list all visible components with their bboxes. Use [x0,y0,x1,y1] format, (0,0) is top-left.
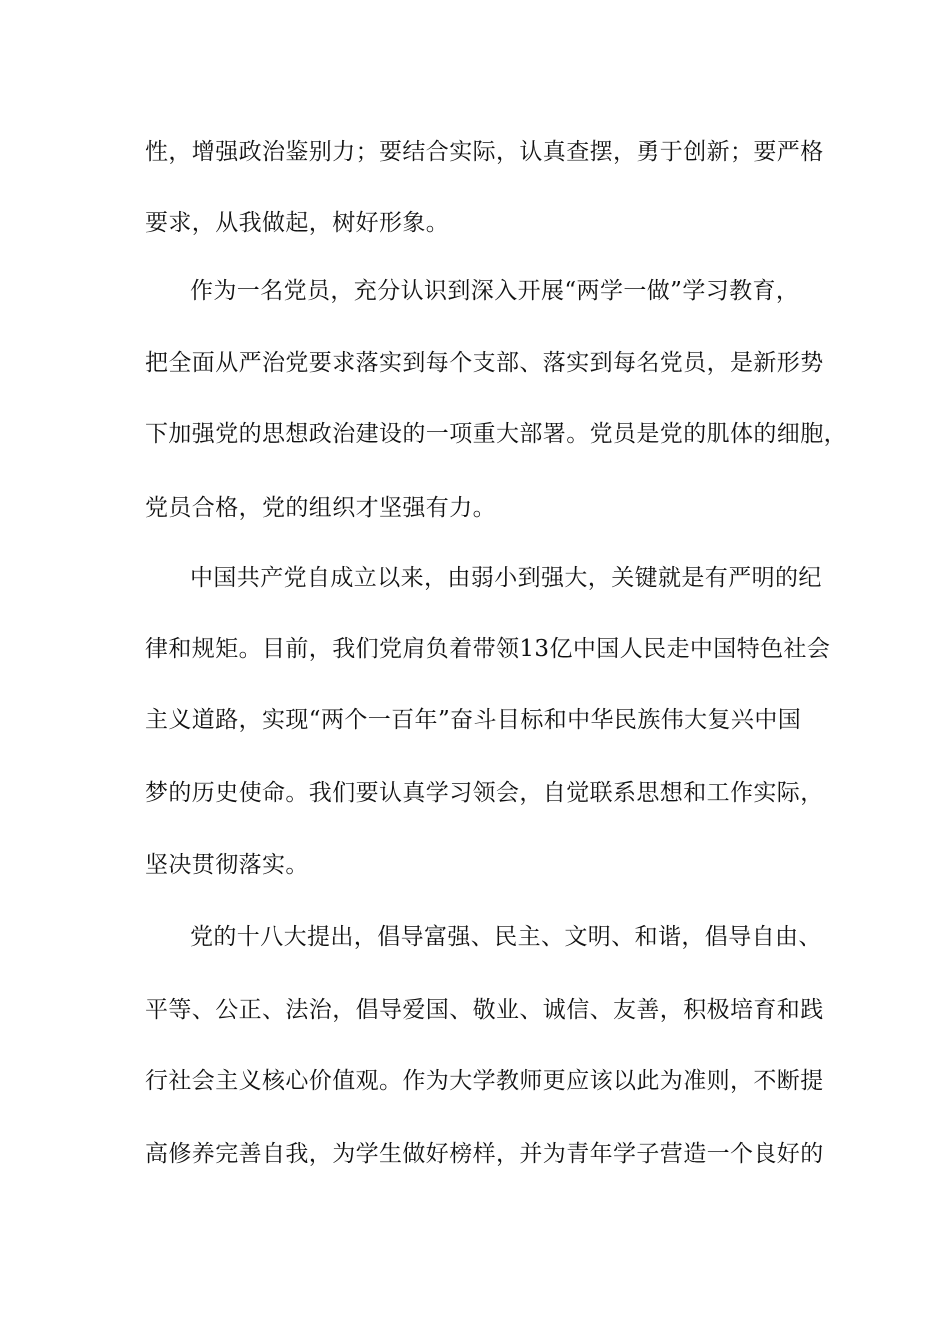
paragraph-start-line: 中国共产党自成立以来，由弱小到强大，关键就是有严明的纪 [190,565,822,591]
text-line: 把全面从严治党要求落实到每个支部、落实到每名党员，是新形势 [145,350,824,376]
text-line: 要求，从我做起，树好形象。 [145,210,450,236]
text-line: 下加强党的思想政治建设的一项重大部署。党员是党的肌体的细胞， [145,421,847,447]
text-line: 主义道路，实现“两个一百年”奋斗目标和中华民族伟大复兴中国 [145,707,802,733]
text-line: 坚决贯彻落实。 [145,852,309,878]
text-line: 行社会主义核心价值观。作为大学教师更应该以此为准则，不断提 [145,1068,824,1094]
paragraph-start-line: 作为一名党员，充分认识到深入开展“两学一做”学习教育， [190,278,800,304]
text-line: 性，增强政治鉴别力；要结合实际，认真查摆，勇于创新；要严格 [145,139,824,165]
paragraph-start-line: 党的十八大提出，倡导富强、民主、文明、和谐，倡导自由、 [190,924,822,950]
text-line: 高修养完善自我，为学生做好榜样，并为青年学子营造一个良好的 [145,1141,824,1167]
text-line: 平等、公正、法治，倡导爱国、敬业、诚信、友善，积极培育和践 [145,997,824,1023]
text-line: 党员合格，党的组织才坚强有力。 [145,495,496,521]
text-line: 梦的历史使命。我们要认真学习领会，自觉联系思想和工作实际， [145,780,824,806]
text-line: 律和规矩。目前，我们党肩负着带领13亿中国人民走中国特色社会 [145,636,831,662]
